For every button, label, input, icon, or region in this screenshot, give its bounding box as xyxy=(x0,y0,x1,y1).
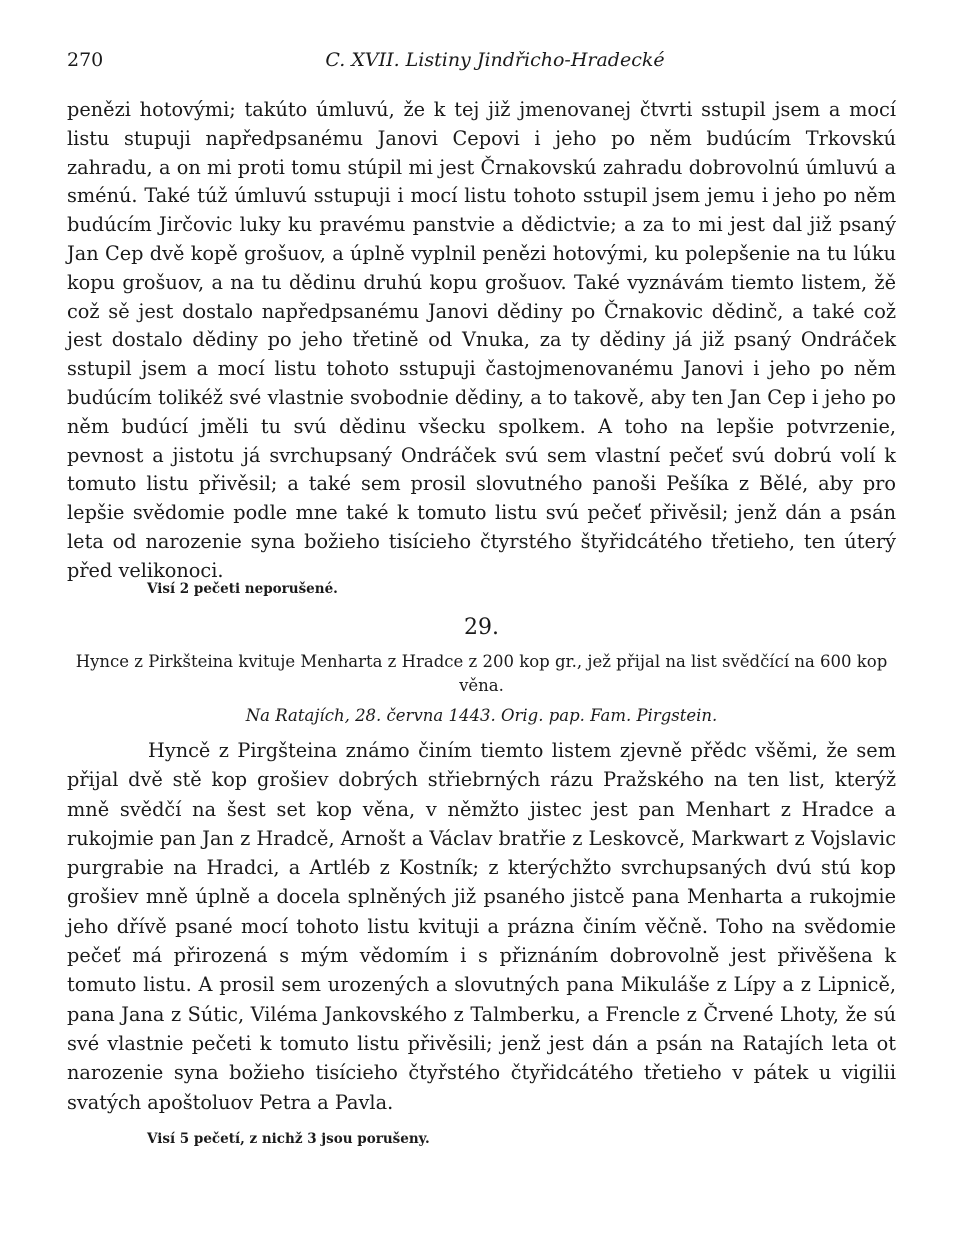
document-29-text xyxy=(67,736,896,1117)
running-head: C. XVII. Listiny Jindřicho-Hradecké xyxy=(325,49,665,71)
page-number: 270 xyxy=(67,49,104,71)
document-regest: Hynce z Pirkšteina kvituje Menharta z Hradce z 200 kop gr., jež přijal na list svědčící na 600 kop věna. xyxy=(75,652,888,695)
document-number: 29. xyxy=(464,615,499,640)
body-paragraph: Hyncě z Pirgšteina známo činím tiemto listem zjevně přědc všěmi, že sem přijal dvě stě kop grošiev dobrých střiebrných rázu Pražského na ten list, kterýž mně svědčí na šest set kop věna, v němžto jistec jest pan Menhart z Hradce a rukojmie pan Jan z Hradcě, Arnošt a Václav bratřie z Leskovcě, Markwart z Vojslavic purgrabie na Hradci, a Artléb z Kostník; z kterýchžto svrchupsaných dvú stú kop grošiev mně úplně a docela splněných již psaného jistcě pana Menharta a rukojmie jeho dřívě psané mocí tohoto listu kvituji a prázna činím věčně. Toho na svědomie pečeť má přirozená s mým vědomím i s přiznáním dobrovolně jest přivěšena k tomuto listu. A prosil sem urozených a slovutných pana Mikuláše z Lípy a z Lipnicě, pana Jana z Sútic, Viléma Jankovského z Talmberku, a Frencle z Črvené Lhoty, že sú své vlastnie pečeti k tomuto listu přivěsili; jenž jest dán a psán na Ratajích leta ot narozenie syna božieho tisícieho čtyřstého čtyřidcátého třetieho v pátek u vigilii svatých apoštoluov Petra a Pavla. xyxy=(67,739,896,1114)
seal-note: Visí 2 pečeti neporušené. xyxy=(147,581,338,597)
seal-note: Visí 5 pečetí, z nichž 3 jsou porušeny. xyxy=(147,1131,430,1147)
document-28-continuation xyxy=(67,96,896,586)
body-paragraph: penězi hotovými; takúto úmluvú, že k tej již jmenovanej čtvrti sstupil jsem a mocí listu stupuji napředpsanému Janovi Cepovi i jeho po něm budúcím Trkovskú zahradu, a on mi proti tomu stúpil mi jest Črnakovskú zahradu dobrovolnú úmluvú a sménú. Také túž úmluvú sstupuji i mocí listu tohoto sstupil jsem jemu i jeho po něm budúcím Jirčovic luky ku pravému panstvie a dědictvie; a za to mi jest dal již psaný Jan Cep dvě kopě grošuov, a úplně vyplnil penězi hotovými, ku polepšenie na tu lúku kopu grošuov, a na tu dědinu druhú kopu grošuov. Také vyznávám tiemto listem, žě což sě jest dostalo napředpsanému Janovi dědiny po Črnakovic dědinč, a také což jest dostalo dědiny po jeho třetině od Vnuka, za ty dědiny já již psaný Ondráček sstupil jsem a mocí listu tohoto sstupuji častojmenovanému Janovi i jeho po něm budúcím tolikéž své vlastnie svobodnie dědiny, a to takově, aby ten Jan Cep i jeho po něm budúcí jměli tu svú dědinu všecku spolkem. A toho na lepšie potvrzenie, pevnost a jistotu já svrchupsaný Ondráček svú sem vlastní pečeť svú dobrú volí k tomuto listu přivěsil; a také sem prosil slovutného panoši Pešíka z Bělé, aby pro lepšie svědomie podle mne také k tomuto listu svú pečeť přivěsil; jenž dán a psán leta od narozenie syna božieho tisícieho čtyrstého štyřidcátého třetieho, ten úterý před velikonoci. xyxy=(67,98,896,582)
document-source: Na Ratajích, 28. června 1443. Orig. pap. Fam. Pirgstein. xyxy=(245,706,718,725)
